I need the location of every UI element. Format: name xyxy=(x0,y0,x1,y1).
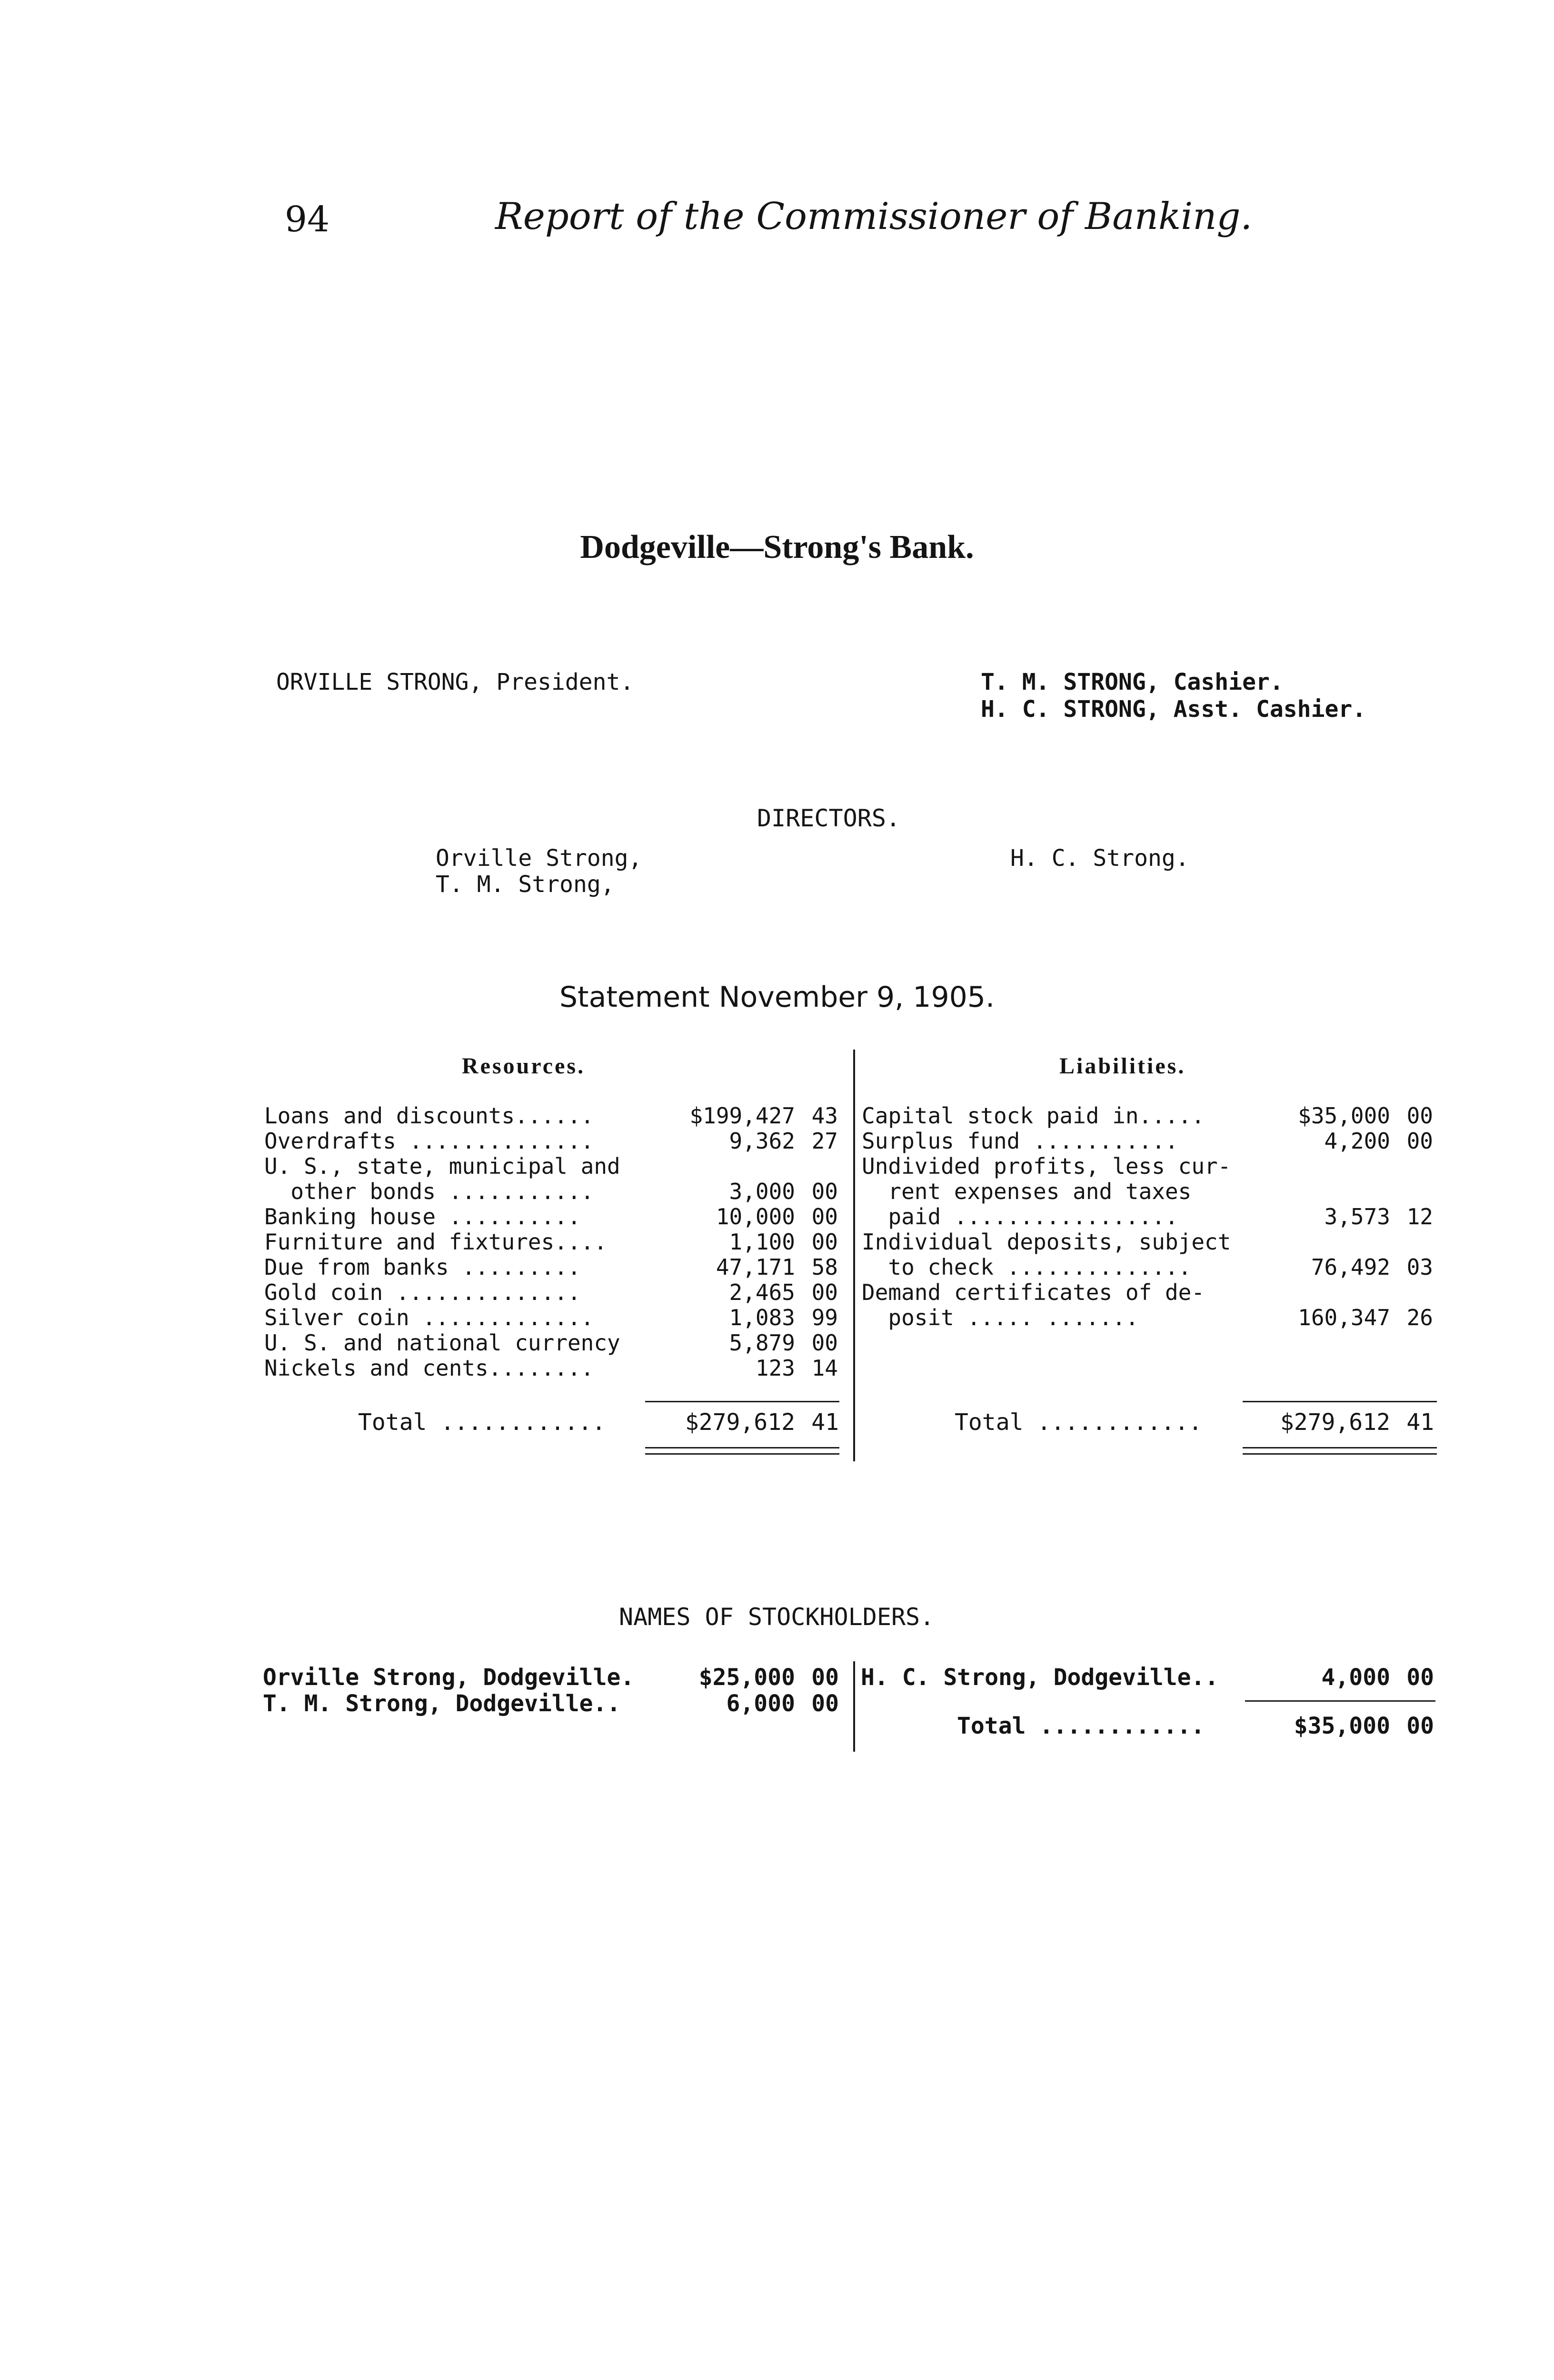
resources-total-dollars: $279,612 xyxy=(685,1409,795,1436)
subtotal-rule xyxy=(645,1401,839,1402)
stockholders-total-cents: 00 xyxy=(1406,1713,1434,1739)
row-label: Loans and discounts...... xyxy=(264,1103,594,1129)
row-label: rent expenses and taxes xyxy=(862,1179,1192,1204)
table-row xyxy=(862,1255,1438,1280)
liabilities-total-label: Total ............ xyxy=(955,1409,1203,1436)
stockholders-heading: NAMES OF STOCKHOLDERS. xyxy=(619,1603,935,1631)
table-row xyxy=(264,1330,845,1356)
row-dollars: 5,879 xyxy=(729,1330,795,1356)
stockholder-name: H. C. Strong, Dodgeville.. xyxy=(861,1664,1219,1691)
bank-title: Dodgeville—Strong's Bank. xyxy=(580,529,974,565)
running-title: Report of the Commissioner of Banking. xyxy=(495,195,1253,238)
row-label: Capital stock paid in..... xyxy=(862,1103,1205,1129)
directors-heading: DIRECTORS. xyxy=(757,804,901,832)
resources-table xyxy=(264,1103,845,1381)
statement-title: Statement November 9, 1905. xyxy=(559,981,995,1014)
row-label: U. S., state, municipal and xyxy=(264,1153,620,1179)
row-label: Due from banks ......... xyxy=(264,1254,581,1280)
director-name: H. C. Strong. xyxy=(1010,845,1189,872)
table-row xyxy=(264,1230,845,1255)
row-cents: 00 xyxy=(811,1204,838,1230)
row-cents: 00 xyxy=(811,1330,838,1356)
row-cents: 00 xyxy=(1406,1128,1433,1154)
stockholder-cents: 00 xyxy=(811,1690,839,1717)
row-cents: 12 xyxy=(1406,1204,1433,1230)
director-name: Orville Strong, xyxy=(436,845,642,872)
row-dollars: 3,000 xyxy=(729,1179,795,1204)
row-cents: 00 xyxy=(1406,1103,1433,1129)
resources-total-cents: 41 xyxy=(811,1409,839,1436)
row-cents: 43 xyxy=(811,1103,838,1129)
row-dollars: 160,347 xyxy=(1298,1305,1390,1330)
row-label: Overdrafts .............. xyxy=(264,1128,594,1154)
row-label: Silver coin ............. xyxy=(264,1305,594,1330)
row-dollars: $35,000 xyxy=(1298,1103,1390,1129)
table-row xyxy=(264,1305,845,1330)
table-row xyxy=(862,1230,1438,1255)
table-row xyxy=(862,1179,1438,1204)
table-row xyxy=(264,1154,845,1179)
table-row xyxy=(862,1280,1438,1305)
asst-cashier-line: H. C. STRONG, Asst. Cashier. xyxy=(981,696,1366,723)
row-label: U. S. and national currency xyxy=(264,1330,620,1356)
row-label: Surplus fund ........... xyxy=(862,1128,1178,1154)
subtotal-rule xyxy=(1243,1401,1437,1402)
row-cents: 00 xyxy=(811,1279,838,1305)
table-row xyxy=(862,1103,1438,1129)
president-line: ORVILLE STRONG, President. xyxy=(276,669,634,695)
stockholder-dollars: 6,000 xyxy=(726,1690,795,1717)
row-label: Undivided profits, less cur- xyxy=(862,1153,1231,1179)
row-cents: 14 xyxy=(811,1355,838,1381)
table-row xyxy=(264,1356,845,1381)
stockholder-cents: 00 xyxy=(811,1664,839,1691)
stockholders-divider xyxy=(853,1661,855,1752)
row-dollars: $199,427 xyxy=(689,1103,795,1129)
table-row xyxy=(264,1280,845,1305)
row-label: Demand certificates of de- xyxy=(862,1279,1205,1305)
resources-heading: Resources. xyxy=(462,1053,586,1079)
resources-total-label: Total ............ xyxy=(358,1409,606,1436)
row-dollars: 3,573 xyxy=(1324,1204,1390,1230)
row-label: Furniture and fixtures.... xyxy=(264,1229,608,1255)
table-row xyxy=(264,1103,845,1129)
stockholder-dollars: 4,000 xyxy=(1321,1664,1390,1691)
table-row xyxy=(264,1204,845,1230)
row-dollars: 9,362 xyxy=(729,1128,795,1154)
double-rule xyxy=(645,1453,839,1455)
table-row xyxy=(264,1179,845,1204)
row-cents: 00 xyxy=(811,1229,838,1255)
double-rule xyxy=(1243,1453,1437,1455)
stockholders-total-rule xyxy=(1245,1700,1435,1702)
row-cents: 03 xyxy=(1406,1254,1433,1280)
double-rule xyxy=(1243,1447,1437,1448)
table-row xyxy=(862,1204,1438,1230)
row-cents: 26 xyxy=(1406,1305,1433,1330)
table-row xyxy=(862,1129,1438,1154)
row-label: posit ..... ....... xyxy=(862,1305,1139,1330)
column-divider xyxy=(853,1050,855,1461)
row-dollars: 10,000 xyxy=(716,1204,795,1230)
row-dollars: 123 xyxy=(755,1355,795,1381)
row-label: Individual deposits, subject xyxy=(862,1229,1231,1255)
row-dollars: 4,200 xyxy=(1324,1128,1390,1154)
double-rule xyxy=(645,1447,839,1448)
row-cents: 27 xyxy=(811,1128,838,1154)
stockholders-total-dollars: $35,000 xyxy=(1294,1713,1390,1739)
row-cents: 99 xyxy=(811,1305,838,1330)
table-row xyxy=(264,1255,845,1280)
row-label: Gold coin .............. xyxy=(264,1279,581,1305)
table-row xyxy=(264,1129,845,1154)
row-dollars: 1,100 xyxy=(729,1229,795,1255)
row-dollars: 47,171 xyxy=(716,1254,795,1280)
liabilities-total-cents: 41 xyxy=(1406,1409,1434,1436)
cashier-line: T. M. STRONG, Cashier. xyxy=(981,669,1284,695)
table-row xyxy=(862,1305,1438,1330)
liabilities-table xyxy=(862,1103,1438,1330)
liabilities-heading: Liabilities. xyxy=(1059,1053,1186,1079)
row-cents: 58 xyxy=(811,1254,838,1280)
page-number: 94 xyxy=(285,199,330,240)
table-row xyxy=(862,1154,1438,1179)
stockholder-name: Orville Strong, Dodgeville. xyxy=(263,1664,635,1691)
row-label: to check .............. xyxy=(862,1254,1192,1280)
stockholder-dollars: $25,000 xyxy=(698,1664,795,1691)
row-label: paid ................. xyxy=(862,1204,1178,1230)
row-dollars: 2,465 xyxy=(729,1279,795,1305)
stockholder-cents: 00 xyxy=(1406,1664,1434,1691)
director-name: T. M. Strong, xyxy=(436,871,615,898)
row-label: Banking house .......... xyxy=(264,1204,581,1230)
stockholders-total-label: Total ............ xyxy=(957,1713,1205,1739)
row-dollars: 76,492 xyxy=(1311,1254,1390,1280)
row-label: Nickels and cents........ xyxy=(264,1355,594,1381)
stockholder-name: T. M. Strong, Dodgeville.. xyxy=(263,1690,621,1717)
row-label: other bonds ........... xyxy=(264,1179,594,1204)
row-dollars: 1,083 xyxy=(729,1305,795,1330)
row-cents: 00 xyxy=(811,1179,838,1204)
liabilities-total-dollars: $279,612 xyxy=(1280,1409,1390,1436)
